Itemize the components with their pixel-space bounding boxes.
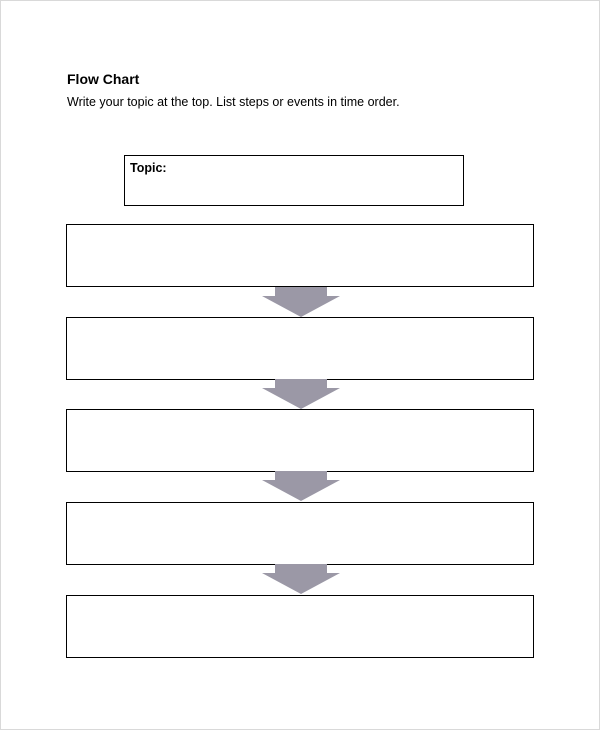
document-title: Flow Chart <box>67 71 140 87</box>
down-arrow-icon <box>262 287 340 317</box>
down-arrow-icon <box>262 564 340 594</box>
instructions-text: Write your topic at the top. List steps or events in time order. <box>67 95 400 109</box>
step-box-4[interactable] <box>66 502 534 565</box>
step-box-1[interactable] <box>66 224 534 287</box>
step-box-3[interactable] <box>66 409 534 472</box>
topic-label: Topic: <box>130 161 167 175</box>
down-arrow-icon <box>262 471 340 501</box>
down-arrow-icon <box>262 379 340 409</box>
topic-box[interactable] <box>124 155 464 206</box>
step-box-5[interactable] <box>66 595 534 658</box>
step-box-2[interactable] <box>66 317 534 380</box>
